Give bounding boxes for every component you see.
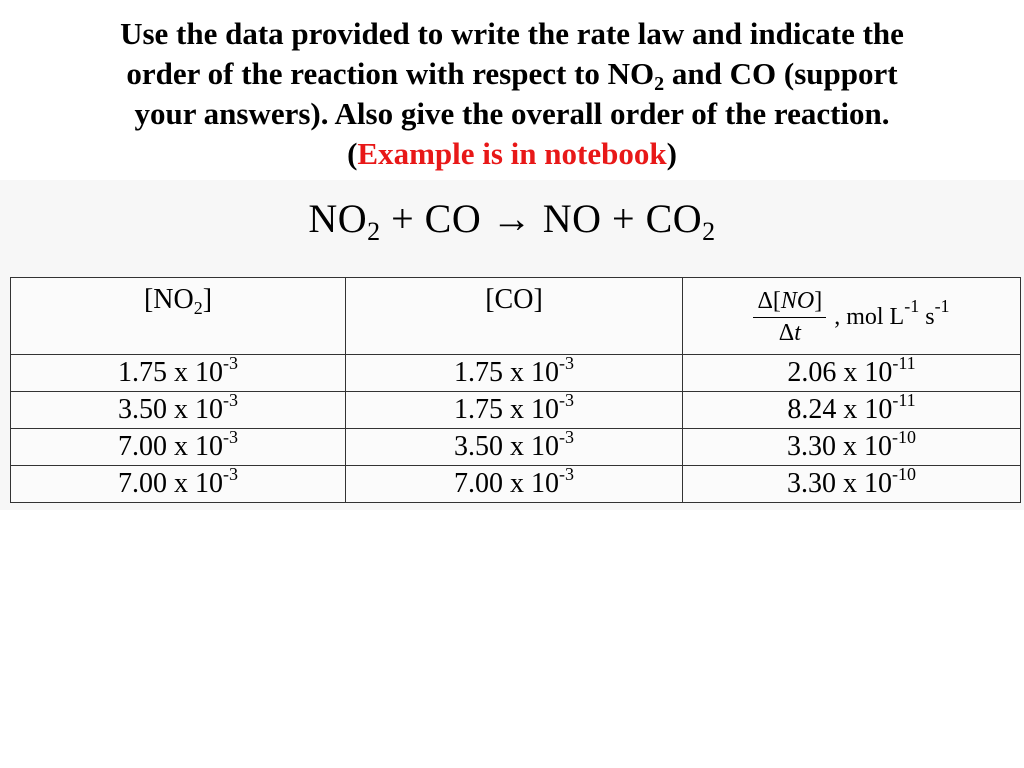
cell-value: 3.30 x 10 [787, 431, 892, 462]
cell-value: 1.75 x 10 [118, 357, 223, 388]
cell-exponent: -3 [223, 390, 238, 410]
cell-value: 8.24 x 10 [787, 394, 893, 425]
cell-value: 3.50 x 10 [454, 431, 559, 462]
table-row [11, 429, 1021, 466]
cell-exponent: -11 [892, 353, 916, 373]
table-header-row [11, 278, 1021, 355]
product-co2-subscript: 2 [702, 217, 716, 246]
cell-co [346, 466, 683, 503]
cell-exponent: -11 [892, 390, 916, 410]
reactant-no2: NO [308, 196, 368, 241]
cell-value: 7.00 x 10 [118, 468, 223, 499]
rate-fraction [753, 288, 826, 347]
table-row [11, 466, 1021, 503]
cell-value: 1.75 x 10 [454, 394, 559, 425]
header-no2-text: [NO [143, 284, 194, 315]
numerator-species: NO [780, 288, 815, 314]
cell-value: 3.50 x 10 [118, 394, 223, 425]
cell-no2 [11, 392, 346, 429]
cell-value: 7.00 x 10 [118, 431, 223, 462]
units-exponent-2: -1 [934, 296, 950, 316]
cell-no2 [11, 466, 346, 503]
units-mol-l: , mol L [834, 304, 905, 330]
cell-exponent: -3 [223, 353, 238, 373]
cell-exponent: -3 [223, 464, 238, 484]
cell-value: 3.30 x 10 [787, 468, 892, 499]
table-row [11, 355, 1021, 392]
plus-sign: + [380, 196, 425, 241]
plus-sign: + [601, 196, 646, 241]
reaction-arrow: → [481, 196, 543, 241]
close-paren: ) [666, 136, 677, 171]
instruction-line-2-start: order of the reaction with respect to NO [126, 56, 655, 91]
rate-expression [753, 288, 949, 347]
cell-rate [683, 429, 1021, 466]
cell-value: 2.06 x 10 [787, 357, 893, 388]
cell-exponent: -10 [892, 427, 916, 447]
cell-exponent: -3 [559, 353, 574, 373]
denominator-time: t [794, 320, 801, 346]
cell-co [346, 429, 683, 466]
instructions-text [40, 14, 984, 174]
cell-rate [683, 355, 1021, 392]
header-rate [683, 278, 1021, 355]
instruction-line-2-end: and CO (support [664, 56, 898, 91]
rate-data-table [10, 277, 1021, 503]
open-paren: ( [347, 136, 358, 171]
product-co2: CO [645, 196, 703, 241]
table-row [11, 392, 1021, 429]
cell-no2 [11, 355, 346, 392]
instruction-line-2 [40, 54, 984, 94]
reactant-no2-subscript: 2 [367, 217, 381, 246]
numerator-delta: Δ[ [757, 288, 781, 314]
cell-exponent: -10 [892, 464, 916, 484]
units-s: s [919, 304, 935, 330]
reaction-equation [0, 196, 1024, 246]
cell-exponent: -3 [559, 427, 574, 447]
numerator-bracket: ] [814, 288, 823, 314]
denominator-delta: Δ [778, 320, 795, 346]
cell-co [346, 392, 683, 429]
instruction-line-3: your answers). Also give the overall order of the reaction. [134, 96, 890, 131]
header-no2-concentration [11, 278, 346, 355]
cell-rate [683, 466, 1021, 503]
rate-numerator [753, 288, 826, 318]
cell-exponent: -3 [559, 464, 574, 484]
product-no: NO [542, 196, 602, 241]
reactant-co: CO [424, 196, 482, 241]
cell-exponent: -3 [559, 390, 574, 410]
notebook-note: Example is in notebook [357, 136, 667, 171]
instruction-line-1: Use the data provided to write the rate law and indicate the [120, 16, 904, 51]
instruction-line-4 [40, 134, 984, 174]
cell-value: 7.00 x 10 [454, 468, 559, 499]
header-no2-subscript: 2 [193, 298, 203, 318]
header-co-concentration [346, 278, 683, 355]
rate-units [834, 296, 950, 331]
cell-co [346, 355, 683, 392]
cell-exponent: -3 [223, 427, 238, 447]
header-no2-bracket: ] [202, 284, 213, 315]
header-co-text: [CO] [485, 284, 543, 315]
cell-value: 1.75 x 10 [454, 357, 559, 388]
units-exponent-1: -1 [904, 296, 920, 316]
cell-rate [683, 392, 1021, 429]
instruction-no2-subscript: 2 [654, 73, 665, 95]
rate-denominator [779, 318, 801, 347]
cell-no2 [11, 429, 346, 466]
